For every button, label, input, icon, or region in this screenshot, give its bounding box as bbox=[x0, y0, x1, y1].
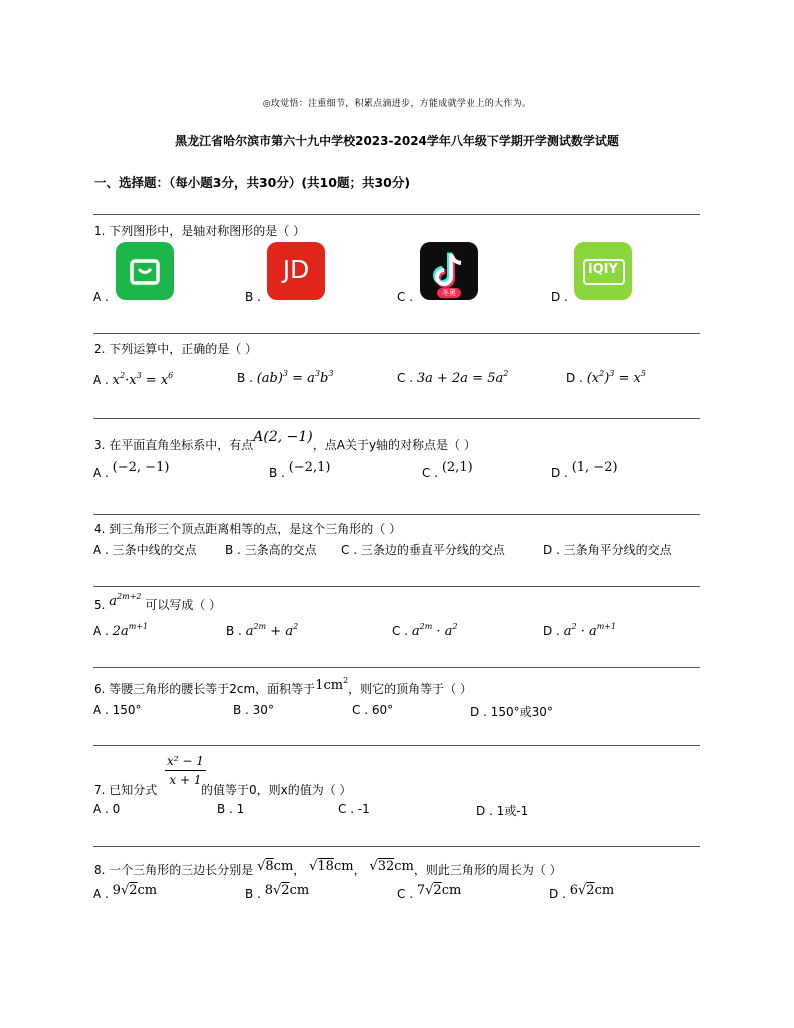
option-a[interactable]: A . $x^2\cdot x^3 = x^6$ bbox=[93, 371, 174, 388]
divider bbox=[93, 214, 700, 215]
option-c[interactable]: C . (2,1) bbox=[422, 460, 473, 480]
iqiyi-logo-text: iQIY bbox=[588, 262, 618, 277]
option-a[interactable]: A . $2a^{m+1}$ bbox=[93, 622, 149, 639]
jd-logo-icon bbox=[267, 242, 325, 300]
tiktok-badge: 冬奥 bbox=[437, 288, 461, 298]
area-value: $1cm^2$ bbox=[315, 676, 349, 693]
question-5-stem: 5. $a^{2m+2}$ 可以写成（ ） bbox=[94, 592, 222, 612]
divider bbox=[93, 514, 700, 515]
option-b[interactable]: B . 1 bbox=[217, 802, 245, 816]
option-c[interactable]: C . bbox=[397, 290, 414, 304]
option-c[interactable]: C . 7√2cm bbox=[397, 883, 462, 901]
option-c[interactable]: C . 三条边的垂直平分线的交点 bbox=[341, 543, 505, 557]
formula: $3a + 2a = 5a^2$ bbox=[416, 369, 509, 386]
option-d[interactable]: D . (1, −2) bbox=[551, 460, 618, 480]
point-a: A(2, −1) bbox=[253, 429, 313, 445]
page-title: 黑龙江省哈尔滨市第六十九中学校2023-2024学年八年级下学期开学测试数学试题 bbox=[175, 134, 619, 148]
option-c[interactable]: C . $3a + 2a = 5a^2$ bbox=[397, 369, 509, 386]
side-3: √32cm bbox=[369, 859, 414, 874]
divider bbox=[93, 586, 700, 587]
formula: $(x^2)^3 = x^5$ bbox=[586, 369, 646, 386]
motto-line: ◎玫觉悟：注重细节，积累点滴进步，方能成就学业上的大作为。 bbox=[262, 99, 532, 109]
option-c[interactable]: C . $a^{2m} \cdot a^2$ bbox=[392, 622, 458, 639]
formula: $a^{2m+2}$ bbox=[109, 592, 142, 609]
formula: $a^2 \cdot a^{m+1}$ bbox=[563, 622, 617, 639]
option-a[interactable]: A . 9√2cm bbox=[93, 883, 158, 901]
option-c[interactable]: C . -1 bbox=[338, 802, 370, 816]
question-1-stem: 1. 下列图形中，是轴对称图形的是（ ） bbox=[94, 224, 306, 238]
question-4-stem: 4. 到三角形三个顶点距离相等的点，是这个三角形的（ ） bbox=[94, 522, 402, 536]
divider bbox=[93, 333, 700, 334]
side-1: √8cm bbox=[257, 859, 294, 874]
option-b[interactable]: B . 三条高的交点 bbox=[225, 543, 317, 557]
question-8-stem: 8. 一个三角形的三边长分别是 √8cm， √18cm， √32cm，则此三角形的周长为（ ） bbox=[94, 859, 562, 877]
formula: $x^2\cdot x^3 = x^6$ bbox=[112, 371, 174, 388]
question-7-stem-pre: 7. 已知分式 bbox=[94, 783, 158, 797]
iqiyi-logo-icon bbox=[574, 242, 632, 300]
tiktok-logo-icon bbox=[420, 242, 478, 300]
option-d[interactable]: D . bbox=[551, 290, 568, 304]
question-2-stem: 2. 下列运算中，正确的是（ ） bbox=[94, 342, 258, 356]
option-b[interactable]: B . $(ab)^3 = a^3b^3$ bbox=[237, 369, 334, 386]
option-b[interactable]: B . 8√2cm bbox=[245, 883, 310, 901]
option-d[interactable]: D . 150°或30° bbox=[470, 705, 553, 719]
option-b[interactable]: B . bbox=[245, 290, 261, 304]
divider bbox=[93, 667, 700, 668]
option-b[interactable]: B . $a^{2m} + a^2$ bbox=[226, 622, 299, 639]
formula: $a^{2m} + a^2$ bbox=[245, 622, 299, 639]
side-2: √18cm bbox=[309, 859, 354, 874]
option-b[interactable]: B . (−2,1) bbox=[269, 460, 331, 480]
option-b[interactable]: B . 30° bbox=[233, 703, 274, 717]
fraction: $\frac{\text{x² − 1}}{x + 1}$ bbox=[167, 754, 204, 787]
divider bbox=[93, 418, 700, 419]
option-a[interactable]: A . bbox=[93, 290, 109, 304]
question-7-stem-post: 的值等于0，则x的值为（ ） bbox=[201, 783, 352, 797]
formula: $a^{2m} \cdot a^2$ bbox=[411, 622, 458, 639]
divider bbox=[93, 745, 700, 746]
option-a[interactable]: A . 三条中线的交点 bbox=[93, 543, 197, 557]
option-d[interactable]: D . 1或-1 bbox=[476, 804, 529, 818]
divider bbox=[93, 846, 700, 847]
question-6-stem: 6. 等腰三角形的腰长等于2cm，面积等于$1cm^2$，则它的顶角等于（ ） bbox=[94, 676, 472, 696]
option-d[interactable]: D . 6√2cm bbox=[549, 883, 615, 901]
option-a[interactable]: A . (−2, −1) bbox=[93, 460, 170, 480]
shopping-bag-icon bbox=[116, 242, 174, 300]
jd-logo-text: JD bbox=[282, 255, 310, 284]
section-heading: 一、选择题：（每小题3分，共30分）(共10题；共30分) bbox=[94, 175, 411, 190]
formula: $(ab)^3 = a^3b^3$ bbox=[256, 369, 334, 386]
option-d[interactable]: D . $a^2 \cdot a^{m+1}$ bbox=[543, 622, 617, 639]
option-d[interactable]: D . 三条角平分线的交点 bbox=[543, 543, 672, 557]
formula: $2a^{m+1}$ bbox=[112, 622, 149, 639]
option-a[interactable]: A . 0 bbox=[93, 802, 121, 816]
question-3-stem: 3. 在平面直角坐标系中，有点A(2, −1)，点A关于y轴的对称点是（ ） bbox=[94, 429, 476, 452]
option-d[interactable]: D . $(x^2)^3 = x^5$ bbox=[566, 369, 646, 386]
option-a[interactable]: A . 150° bbox=[93, 703, 142, 717]
option-c[interactable]: C . 60° bbox=[352, 703, 394, 717]
